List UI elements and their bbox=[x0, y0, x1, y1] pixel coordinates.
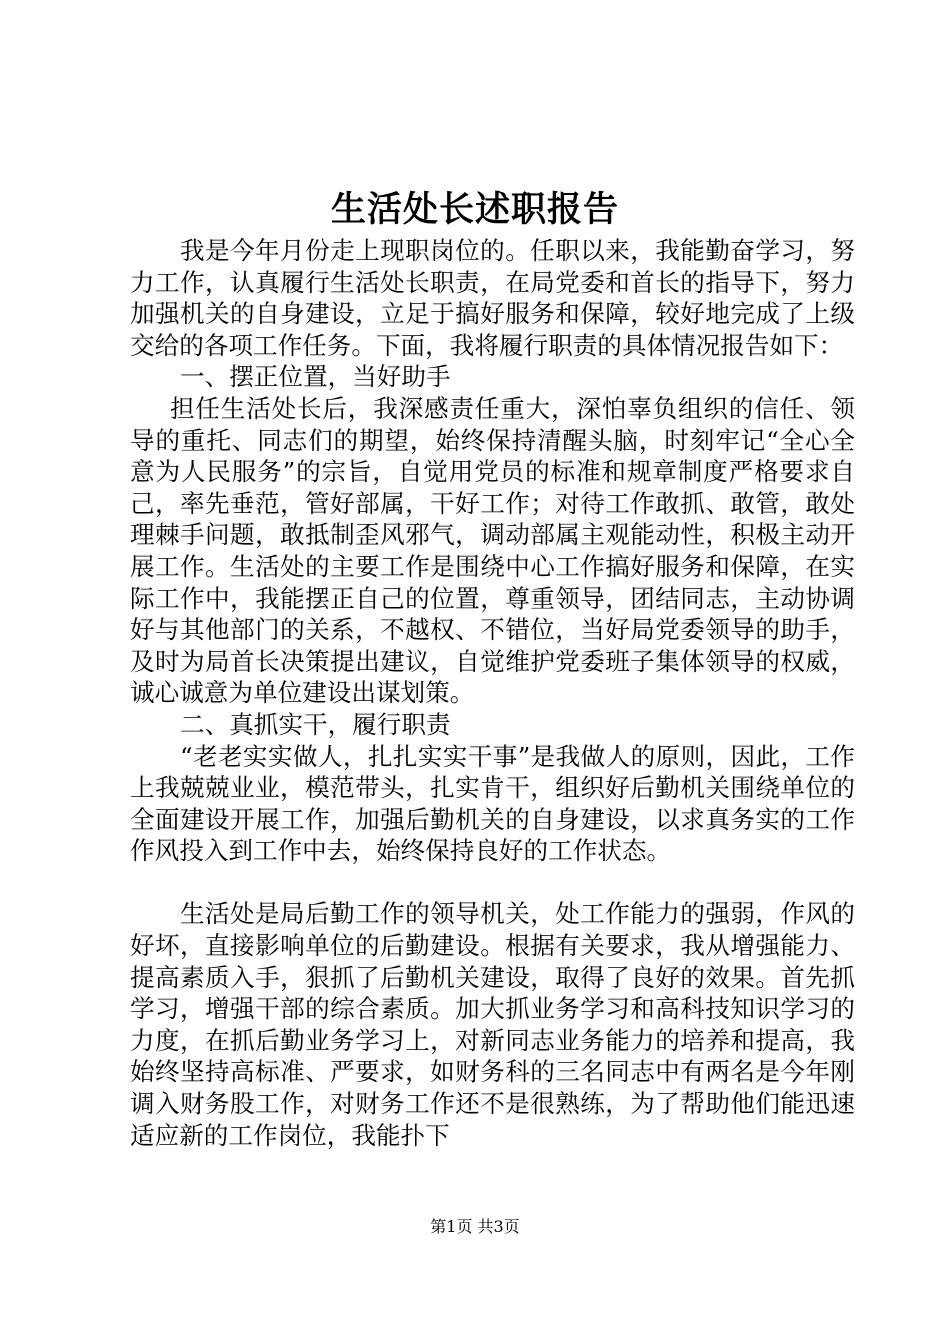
document-title: 生活处长述职报告 bbox=[330, 189, 619, 230]
section-heading-1: 一、摆正位置，当好助手 bbox=[180, 362, 451, 392]
section-heading-2: 二、真抓实干，履行职责 bbox=[180, 709, 451, 739]
intro-paragraph: 我是今年月份走上现职岗位的。任职以来，我能勤奋学习，努力工作，认真履行生活处长职责，在局党委和首长的指导下，努力加强机关的自身建设，立足于搞好服务和保障，较好地完成了上级交给的各项工作任务。下面，我将履行职责的具体情况报告如下： bbox=[130, 236, 855, 360]
section-2-paragraph: “老老实实做人，扎扎实实干事”是我做人的原则，因此，工作上我兢兢业业，模范带头，扎实肯干，组织好后勤机关围绕单位的全面建设开展工作，加强后勤机关的自身建设，以求真务实的工作作风投入到工作中去，始终保持良好的工作状态。 bbox=[130, 741, 855, 866]
section-1-paragraph: 担任生活处长后，我深感责任重大，深怕辜负组织的信任、领导的重托、同志们的期望，始终保持清醒头脑，时刻牢记“全心全意为人民服务”的宗旨，自觉用党员的标准和规章制度严格要求自己，率先垂范，管好部属，干好工作；对待工作敢抓、敢管，敢处理棘手问题，敢抵制歪风邪气，调动部属主观能动性，积极主动开展工作。生活处的主要工作是围绕中心工作搞好服务和保障，在实际工作中，我能摆正自己的位置，尊重领导，团结同志，主动协调好与其他部门的关系，不越权、不错位，当好局党委领导的助手，及时为局首长决策提出建议，自觉维护党委班子集体领导的权威，诚心诚意为单位建设出谋划策。 bbox=[130, 393, 855, 708]
page-footer: 第1页 共3页 bbox=[430, 1217, 520, 1236]
document-body bbox=[130, 235, 855, 1151]
paragraph-spacer bbox=[130, 867, 855, 899]
section-2-paragraph-continued: 生活处是局后勤工作的领导机关，处工作能力的强弱，作风的好坏，直接影响单位的后勤建设。根据有关要求，我从增强能力、提高素质入手，狠抓了后勤机关建设，取得了良好的效果。首先抓学习，增强干部的综合素质。加大抓业务学习和高科技知识学习的力度，在抓后勤业务学习上，对新同志业务能力的培养和提高，我始终坚持高标准、严要求，如财务科的三名同志中有两名是今年刚调入财务股工作，对财务工作还不是很熟练，为了帮助他们能迅速适应新的工作岗位，我能扑下 bbox=[130, 899, 855, 1150]
